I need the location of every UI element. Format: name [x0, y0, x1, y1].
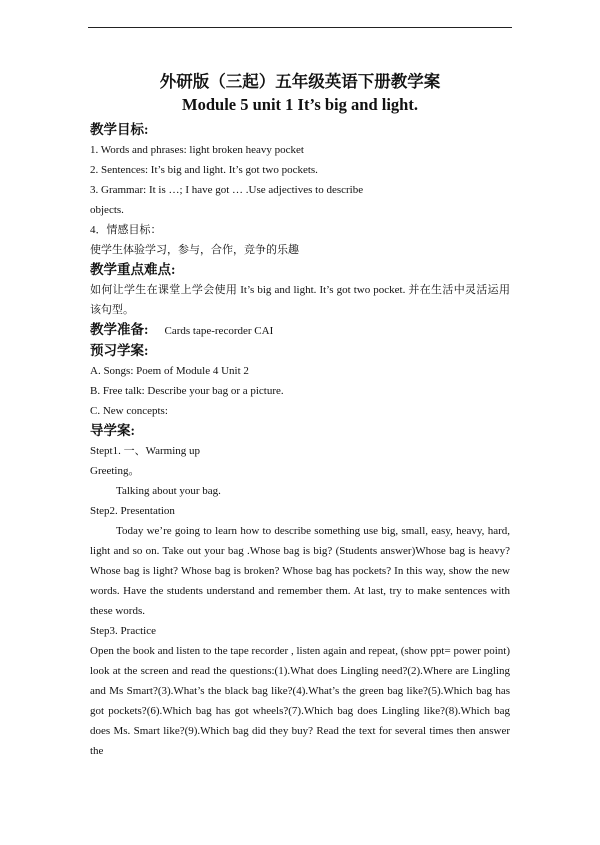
preparation-text: Cards tape-recorder CAI — [164, 325, 274, 337]
guide-heading: 导学案: — [90, 423, 135, 438]
step2-text: Today we’re going to learn how to describe something use big, small, easy, heavy, hard, light and so on. Take out your bag .Whose bag is big? (Students answer)Whose bag is heavy? Whose bag is light? Whose bag is broken? Whose bag has pockets? In this way, show the new words. Have the students understand and remember them. At last, try to make sentences with these words. — [90, 525, 510, 617]
document-title-en: Module 5 unit 1 It’s big and light. — [182, 95, 418, 114]
preview-line: B. Free talk: Describe your bag or a picture. — [90, 385, 284, 397]
preview-line: C. New concepts: — [90, 405, 168, 417]
header-rule — [88, 27, 512, 28]
step1-greeting: Greeting。 — [90, 465, 140, 477]
step1-title: Stept1. 一、Warming up — [90, 445, 201, 457]
objective-line: 4．情感目标： — [90, 224, 162, 236]
objective-line: 2. Sentences: It’s big and light. It’s got two pockets. — [90, 164, 318, 176]
step1-talk: Talking about your bag. — [116, 485, 221, 497]
preview-heading: 预习学案: — [90, 343, 149, 358]
preparation-row — [90, 320, 510, 341]
objective-line: 1. Words and phrases: light broken heavy pocket — [90, 144, 304, 156]
step2-title: Step2. Presentation — [90, 505, 175, 517]
objective-line: objects. — [90, 204, 124, 216]
objective-line: 3. Grammar: It is …; I have got … .Use adjectives to describe — [90, 184, 364, 196]
step3-title: Step3. Practice — [90, 625, 156, 637]
preparation-heading: 教学准备: — [90, 322, 149, 337]
key-points-heading: 教学重点难点: — [90, 262, 176, 277]
objective-line: 使学生体验学习，参与，合作，竞争的乐趣 — [90, 244, 299, 256]
objectives-heading: 教学目标: — [90, 122, 149, 137]
key-points-text: 如何让学生在课堂上学会使用 It’s big and light. It’s got two pocket. 并在生活中灵活运用该句型。 — [90, 284, 510, 316]
step3-text: Open the book and listen to the tape recorder , listen again and repeat, (show ppt= power point) look at the screen and read the questions:(1).What does Lingling need?(2).Where are Lingling and Ms Smart?(3).What’s the black bag like?(4).What’s the green bag like?(5).Which bag has got pockets?(6).Which bag has got wheels?(7).Which bag does Lingling like?(8).Which bag does Ms. Smart like?(9).Which bag did they buy? Read the text for several times then answer the — [90, 645, 510, 757]
document-body — [90, 70, 510, 761]
preview-line: A. Songs: Poem of Module 4 Unit 2 — [90, 365, 249, 377]
document-title-cn: 外研版（三起）五年级英语下册教学案 — [159, 72, 441, 91]
